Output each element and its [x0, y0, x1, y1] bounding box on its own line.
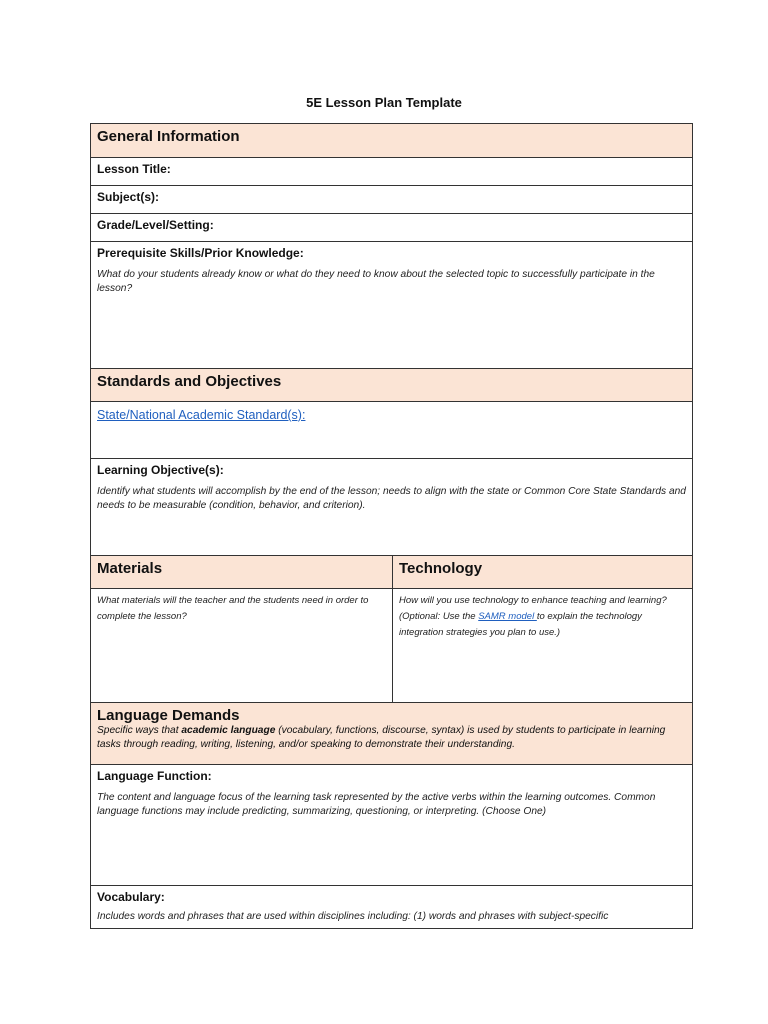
samr-model-link[interactable]: SAMR model [478, 611, 537, 622]
field-prompt: What do your students already know or what do they need to know about the selected topic to successfully participate in the lesson? [97, 269, 655, 294]
section-heading: Language Demands [97, 707, 240, 724]
field-label: Subject(s): [97, 190, 160, 204]
materials-field[interactable] [91, 589, 393, 702]
field-prompt: How will you use technology to enhance teaching and learning? (Optional: Use the SAMR model to explain the technology integration strategies you plan to use.) [399, 595, 667, 638]
technology-heading: Technology [399, 560, 483, 577]
field-prompt: Includes words and phrases that are used within disciplines including: (1) words and phrases with subject-specific [97, 911, 609, 922]
lesson-title-field[interactable] [90, 158, 693, 186]
materials-heading: Materials [97, 560, 163, 577]
field-prompt: What materials will the teacher and the students need in order to complete the lesson? [97, 595, 369, 622]
materials-technology-header [90, 556, 693, 589]
state-standards-link[interactable]: State/National Academic Standard(s): [97, 408, 306, 422]
field-prompt: Identify what students will accomplish by the end of the lesson; needs to align with the state or Common Core State Standards and needs to be measurable (condition, behavior, and criterion). [97, 486, 686, 511]
learning-objectives-field[interactable] [90, 459, 693, 556]
section-heading: General Information [97, 128, 240, 145]
field-prompt: The content and language focus of the learning task represented by the active verbs within the learning outcomes. Common language functions may include predicting, summarizing, questioning, or interpreting. (Choose One) [97, 792, 656, 817]
technology-field[interactable] [393, 589, 692, 702]
section-heading: Standards and Objectives [97, 373, 282, 390]
language-function-field[interactable] [90, 765, 693, 886]
materials-technology-body [90, 589, 693, 703]
prerequisite-field[interactable] [90, 242, 693, 369]
state-standards-field[interactable] [90, 402, 693, 459]
field-label: Vocabulary: [97, 890, 165, 904]
field-label: Grade/Level/Setting: [97, 218, 214, 232]
grade-level-field[interactable] [90, 214, 693, 242]
subjects-field[interactable] [90, 186, 693, 214]
general-information-header [90, 123, 693, 158]
field-label: Learning Objective(s): [97, 463, 224, 477]
field-label: Lesson Title: [97, 162, 171, 176]
language-demands-header [90, 703, 693, 765]
field-label: Prerequisite Skills/Prior Knowledge: [97, 246, 304, 260]
section-description: Specific ways that academic language (vocabulary, functions, discourse, syntax) is used by students to participate in learning tasks through reading, writing, listening, and/or speaking to demonstrate their understanding. [97, 725, 666, 750]
standards-header [90, 369, 693, 402]
field-label: Language Function: [97, 769, 212, 783]
document-title: 5E Lesson Plan Template [306, 95, 462, 110]
vocabulary-field[interactable] [90, 886, 693, 929]
